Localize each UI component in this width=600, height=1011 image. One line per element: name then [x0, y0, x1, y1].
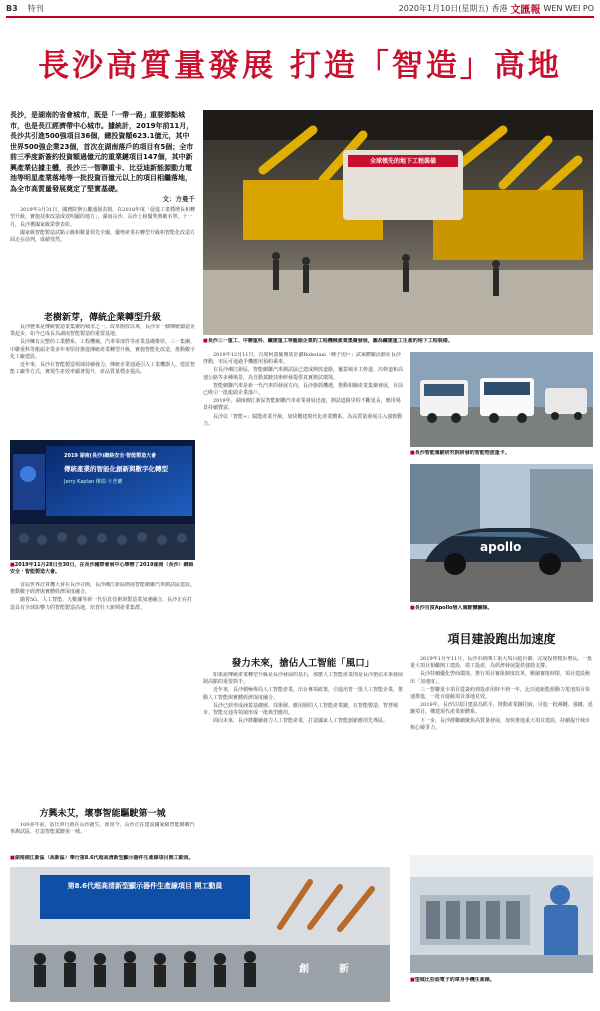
body-paragraph: 100多年前，雷氏車行就在長沙誕生。而如今，長沙正在建設國家級智能網聯汽車測試區，打造智能駕駛第一城。 — [10, 822, 195, 836]
issue-date: 2020年1月10日(星期五) — [398, 3, 489, 13]
region-label: 香港 — [491, 3, 508, 13]
article-column-left-mid — [10, 324, 195, 438]
subhead-projects: 項目建設跑出加速度 — [447, 632, 556, 646]
ceremony-photo — [10, 867, 390, 1002]
body-paragraph: 面向未來，長沙將繼續發力人工智能產業，打造國家人工智能創新應用先導區。 — [213, 718, 389, 725]
caption-marker-icon: ■ — [410, 977, 415, 983]
body-paragraph: 三一智聯重卡項目從簽約到投產用時不到一年，比亞迪新能源動力電池項目快速推進，一批百億級項目落地見效。 — [410, 686, 591, 701]
page-header — [0, 0, 600, 16]
body-paragraph: 隨着5G、人工智能、大數據等新一代信息技術與製造業加速融合，長沙正在打造具有全球影響力的智能製造高地，培育壯大新興產業集群。 — [10, 597, 193, 611]
article-column-left-bottom — [10, 822, 195, 852]
body-paragraph: 智能網聯汽車是新一代汽車的發展方向，長沙搶抓機遇，推動相關產業集聚發展，目前已吸引一批龍頭企業落戶。 — [203, 382, 403, 397]
machinery-photo — [203, 110, 593, 335]
subhead-ai: 發力未來，搶佔人工智能「風口」 — [231, 658, 375, 669]
conference-photo — [10, 440, 195, 560]
body-paragraph: 2019年1月至11月，長沙市新開工重大項目超百個，完成投資穩步增長。一批重大項目相繼開工建設、竣工投產，為經濟發展提供強勁支撐。 — [410, 656, 593, 670]
section-label: 特刊 — [27, 3, 44, 13]
ceremony-sign-1: 創 — [299, 964, 309, 975]
brand-logo: 文匯報 — [510, 4, 541, 16]
body-paragraph: 長沙歷來是傳統製造業集聚的城市之一。改革開放以來，長沙市一個傳統鑄造企業起步，如今已成長為湖南智能製造的重要基地。 — [10, 324, 195, 338]
apollo-car-photo — [410, 464, 593, 602]
caption-marker-icon: ■ — [10, 855, 15, 861]
subhead-autonomous: 方興未艾，壞事智能驅駛第一城 — [39, 809, 166, 819]
body-paragraph: 國家級智能製造試點示範和數量領先全國，優勢產業在轉型升級和智能化改造方面走在前列，成績斐然。 — [10, 229, 195, 244]
caption-machinery: ■長沙三一重工、中聯重科、鐵建重工等龍頭企業的工程機械產業集聚發展，圖為鐵建重工生產的地下工程裝備。 — [203, 338, 453, 344]
caption-apollo: ■長沙百度Apollo無人駕駛體驗線。 — [410, 605, 493, 611]
brand-english: WEN WEI PO — [543, 3, 594, 13]
phone-line-photo — [410, 855, 593, 973]
page-title: 長沙高質量發展 打造「智造」高地 — [38, 48, 562, 84]
body-paragraph: 長沙擁有完整的工業體系，工程機械、汽車零部件等產業基礎雄厚。三一集團、中聯重科等龍頭企業多年來堅持推進傳統產業轉型升級，實施智能化改造，推動數字化工廠建設。 — [10, 339, 195, 360]
header-right — [399, 1, 594, 16]
body-paragraph: 下一步，長沙將繼續聚焦高質量發展，加快推進重大項目建設，持續提升城市核心競爭力。 — [410, 717, 591, 731]
caption-ceremony: ■湖南湘江新區（高新區）舉行第8.6代超高清新型顯示器件生產線項目開工動員。 — [10, 855, 194, 861]
caption-conference: ■2019年11月28日至30日，在長沙國際會展中心舉辦了2019湖南（長沙）網絡安全・智能製造大會。 — [10, 562, 194, 575]
article-column-middle-ai — [203, 672, 403, 812]
subhead-traditional: 老樹新芽，傳統企業轉型升級 — [43, 313, 161, 323]
body-paragraph: 如果說傳統產業轉型升級是長沙發展的基石，那麼人工智能產業則是長沙搶佔未來發展制高點的重要抓手。 — [203, 672, 403, 686]
body-paragraph: 2019年，長沙以項目建設為抓手，推動產業鏈招商，引進一批補鏈、強鏈、延鏈項目，構建現代產業新體系。 — [410, 702, 593, 716]
caption-marker-icon: ■ — [203, 338, 208, 344]
body-paragraph: 長沙持續優化營商環境，推行項目審批制度改革，壓縮審批時限，項目建設跑出「加速度」。 — [410, 671, 591, 685]
body-paragraph: 首屆世界計算機大會在長沙召開，長沙湘江新區開展智能網聯汽車測試區建設，推動數字經濟與實體經濟深度融合。 — [10, 582, 195, 596]
caption-phone-line: ■望城比亞迪電子的車身手機生產線。 — [410, 977, 495, 983]
conference-banner-title: 2019 湖南(長沙)網絡安全·智能製造大會 — [64, 453, 157, 459]
body-paragraph: 2019年，湖南湘江新區智能網聯汽車產業發展迅速，測試道路里程不斷延長，應用場景持續豐富。 — [203, 398, 401, 412]
caption-marker-icon: ■ — [410, 450, 415, 456]
caption-marker-icon: ■ — [410, 605, 415, 611]
body-paragraph: 近年來，長沙在智能製造領域持續發力，傳統企業通過引入工業機器人、建設智能工廠等方式，實現生產效率顯著提升，產品質量穩步提高。 — [10, 362, 195, 376]
article-column-right — [410, 656, 593, 804]
caption-marker-icon: ■ — [10, 562, 15, 568]
body-paragraph: 2019年3月31日，國務院辦公廳通報表揚，在2018年度「促進工業穩增長和轉型升級、實施技術改造成效明顯的地方」，湖南長沙、長沙上榜優秀典範名單。十一月，長沙獲國家級榮譽表彰。 — [10, 207, 195, 228]
apollo-logo: apollo — [480, 540, 522, 554]
conference-speaker: Jerry Kaplan 傑瑞·卡普蘭 — [64, 479, 123, 485]
header-rule — [6, 16, 594, 18]
body-paragraph: 長沙已經形成涵蓋基礎層、技術層、應用層的人工智能產業鏈，在智能製造、智慧城市、智能交通等領域形成一批典型應用。 — [203, 702, 399, 717]
ceremony-banner: 第8.6代超高清新型顯示器件生產線項目 開工動員 — [67, 882, 223, 890]
ceremony-sign-2: 新 — [339, 964, 349, 975]
caption-truck: ■長沙智能駕駛研究院研發的智能物流重卡。 — [410, 450, 510, 456]
page-number: B3 — [6, 3, 18, 13]
body-paragraph: 近年來，長沙積極佈局人工智能產業，出台專項政策，引進培育一批人工智能企業，推動人工智能與實體經濟深度融合。 — [203, 687, 403, 701]
body-paragraph: 長沙以「智能+」賦能產業升級，加快構建現代化產業體系，為高質量發展注入強勁動力。 — [203, 413, 403, 427]
byline: 文：方曼千 — [162, 195, 195, 203]
article-column-left-low — [10, 582, 195, 802]
lede-paragraph: 長沙，是湖南的省會城市，既是「一帶一路」重要節點城市，也是長江經濟帶中心城市。據統計，2019年前11月，長沙共引進500強項目36個，總投資額623.1億元，其中世界500強企業23個，首次在湖南落戶的項目有5個；全市前三季度新簽約投資額過億元的重業鏈項目147個，其中新興產業佔據主體，長沙三一智聯重卡、比亞迪新能源動力電池等明星產業落地等一批投資百億元以上的項目相繼落地，為全市高質量發展奠定了堅實基礎。 — [10, 111, 194, 193]
conference-banner-subtitle: 傳統產業的智能化創新與數字化轉型 — [64, 465, 168, 473]
body-paragraph: 2019年12月11日，百度阿波羅開放計劃Robotaxi「種子用戶」試乘體驗活動在長沙啓動，市民可通過手機應用預約乘車。 — [203, 352, 401, 366]
body-paragraph: 在長沙湘江新區，智能網聯汽車測試區已建成開放道路，覆蓋城市主幹道、次幹道和高速公路等多種場景，為自動駕駛技術研發提供真實測試環境。 — [203, 367, 403, 381]
truck-photo — [410, 352, 593, 447]
booth-sign: 全球領先的地下工程裝備 — [369, 158, 436, 165]
article-column-middle — [203, 352, 403, 652]
